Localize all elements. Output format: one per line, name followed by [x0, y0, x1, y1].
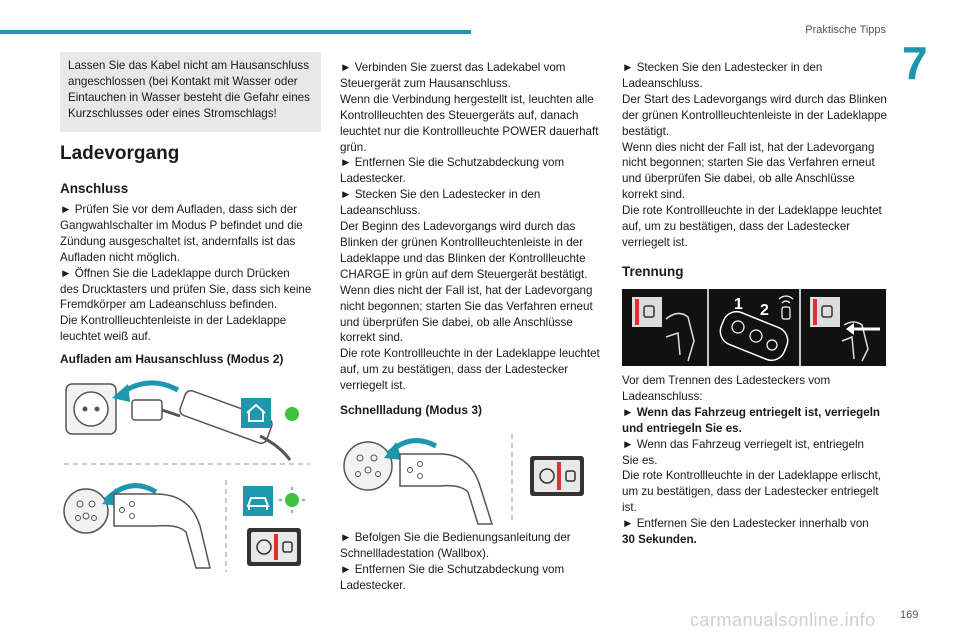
text-line: Der Start des Ladevorgangs wird durch das Blinken	[622, 92, 887, 106]
watermark: carmanualsonline.info	[690, 610, 876, 630]
anschluss-text	[60, 202, 322, 345]
text-line: verriegelt ist.	[622, 235, 688, 249]
chapter-number: 7	[902, 37, 928, 89]
text-line: nicht begonnen; starten Sie das Verfahren erneut	[622, 156, 875, 170]
text-line: Ladeanschluss.	[622, 76, 703, 90]
text-line: bestätigt.	[622, 124, 670, 138]
text-line: ► Entfernen Sie die Schutzabdeckung vom	[340, 562, 565, 576]
text-line: ist.	[622, 501, 637, 515]
text-line: Vor dem Trennen des Ladesteckers vom	[622, 374, 831, 387]
text-line: Ladeklappe und das Blinken der Kontrollleuchte	[340, 251, 586, 265]
section-heading: Ladevorgang	[60, 143, 180, 164]
text-line: um zu bestätigen, dass der Ladestecker entriegelt	[622, 485, 879, 499]
header-accent-bar	[0, 30, 471, 34]
text-line: grün.	[340, 140, 367, 154]
text-line: Wenn dies nicht der Fall ist, hat der Ladevorgang	[340, 283, 593, 297]
text-line: leuchtet nur die Kontrollleuchte POWER dauerhaft	[340, 124, 599, 138]
text-line: Ladeanschluss.	[340, 204, 421, 218]
text-line: ► Entfernen Sie die Schutzabdeckung vom	[340, 156, 565, 170]
section-title: Praktische Tipps	[805, 24, 886, 36]
modus2-heading: Aufladen am Hausanschluss (Modus 2)	[60, 352, 284, 366]
text-line: korrekt sind.	[340, 331, 404, 345]
text-line: und überprüfen Sie dabei, ob alle Anschlüsse	[340, 315, 573, 329]
home-charging-illustration	[60, 376, 315, 576]
text-line: Blinken der grünen Kontrollleuchtenleiste in der	[340, 235, 583, 249]
trennung-instructions	[622, 373, 890, 548]
text-line: Aufladen nicht möglich.	[60, 250, 180, 264]
text-line: auf, um zu bestätigen, dass der Ladestecker	[622, 220, 851, 234]
text-line: Ladeanschluss:	[622, 389, 703, 403]
text-line: Gangwahlschalter im Modus P befindet und die	[60, 218, 303, 232]
text-line: Steuergerät zum Hausanschluss.	[340, 76, 511, 90]
text-line: leuchtet weiß auf.	[60, 330, 151, 344]
page-number: 169	[900, 609, 919, 621]
text-line: ► Entfernen Sie den Ladestecker innerhalb von	[622, 517, 869, 531]
disconnect-illustration	[622, 289, 886, 366]
text-line: Zündung ausgeschaltet ist, andernfalls ist das	[60, 234, 296, 248]
text-line: CHARGE in grün auf dem Steuergerät bestätigt.	[340, 267, 588, 281]
text-line: Kontrollleuchten des Steuergeräts auf, danach	[340, 108, 579, 122]
modus3-continued	[622, 60, 890, 251]
text-line: Die rote Kontrollleuchte in der Ladeklappe leuchtet	[340, 347, 600, 361]
text-line: ► Stecken Sie den Ladestecker in den	[622, 61, 823, 74]
text-line: ► Wenn das Fahrzeug verriegelt ist, entriegeln	[622, 437, 864, 451]
text-line: ► Prüfen Sie vor dem Aufladen, dass sich der	[60, 203, 298, 216]
text-line: Wenn dies nicht der Fall ist, hat der Ladevorgang	[622, 140, 875, 154]
text-line: Schnellladestation (Wallbox).	[340, 546, 490, 560]
text-line: nicht begonnen; starten Sie das Verfahren erneut	[340, 299, 593, 313]
text-line: Fremdkörper am Ladeanschluss befinden.	[60, 298, 278, 312]
text-line: verriegelt ist.	[340, 379, 406, 393]
text-line: der grünen Kontrollleuchtenleiste in der Ladeklappe	[622, 108, 887, 122]
text-line: korrekt sind.	[622, 188, 686, 202]
modus3-heading: Schnellladung (Modus 3)	[340, 403, 483, 417]
text-line: ► Öffnen Sie die Ladeklappe durch Drücken	[60, 266, 290, 280]
text-line: auf, um zu bestätigen, dass der Ladestecker	[340, 363, 569, 377]
figure-number-2: 2	[760, 302, 769, 319]
text-line: Der Beginn des Ladevorgangs wird durch das	[340, 220, 576, 234]
warning-box	[60, 52, 321, 132]
text-line: und entriegeln Sie es.	[622, 421, 742, 435]
text-line: Die rote Kontrollleuchte in der Ladeklappe erlischt,	[622, 469, 882, 483]
modus2-instructions	[340, 60, 602, 394]
figure-number-1: 1	[734, 296, 743, 313]
fast-charging-illustration	[340, 430, 595, 528]
text-line: 30 Sekunden.	[622, 533, 697, 547]
anschluss-heading: Anschluss	[60, 181, 129, 196]
trennung-heading: Trennung	[622, 264, 684, 279]
text-line: des Drucktasters und prüfen Sie, dass sich keine	[60, 282, 312, 296]
text-line: und überprüfen Sie dabei, ob alle Anschlüsse	[622, 172, 855, 186]
text-line: Die Kontrollleuchtenleiste in der Ladeklappe	[60, 314, 287, 328]
text-line: ► Befolgen Sie die Bedienungsanleitung der	[340, 531, 571, 544]
text-line: Die rote Kontrollleuchte in der Ladeklappe leuchtet	[622, 204, 882, 218]
text-line: Ladestecker.	[340, 172, 406, 186]
text-line: Ladestecker.	[340, 578, 406, 592]
text-line: Sie es.	[622, 453, 658, 467]
warning-text: Lassen Sie das Kabel nicht am Hausanschluss angeschlossen (bei Kontakt mit Wasser oder Eintauchen in Wasser besteht die Gefahr eines Kurzschlusses oder eines Stromschlags!	[68, 59, 310, 120]
modus3-instructions	[340, 530, 602, 594]
text-line: Wenn die Verbindung hergestellt ist, leuchten alle	[340, 92, 594, 106]
text-line: ► Wenn das Fahrzeug entriegelt ist, verriegeln	[622, 405, 881, 419]
text-line: ► Verbinden Sie zuerst das Ladekabel vom	[340, 61, 566, 74]
text-line: ► Stecken Sie den Ladestecker in den	[340, 188, 541, 202]
